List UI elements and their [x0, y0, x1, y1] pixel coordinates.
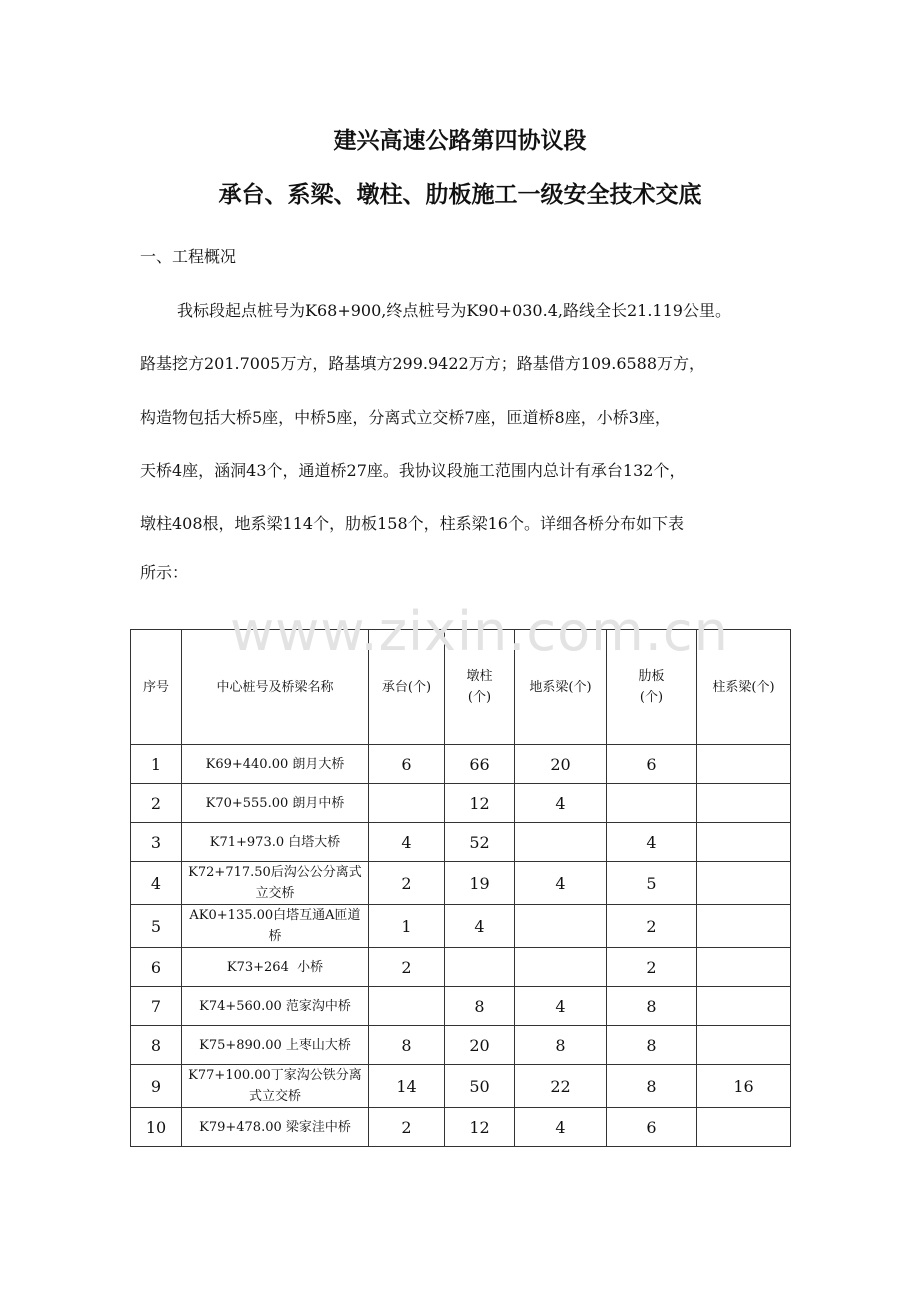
table-row — [131, 1108, 791, 1147]
table-row — [131, 745, 791, 784]
table-row — [131, 905, 791, 948]
cell-no: 2 — [131, 784, 182, 823]
cell-name: K77+100.00丁家沟公铁分离式立交桥 — [182, 1065, 369, 1108]
table-row — [131, 823, 791, 862]
paragraph-line: 墩柱408根，地系梁114个，肋板158个，柱系梁16个。详细各桥分布如下表 — [140, 514, 684, 533]
cell-column-beam — [697, 987, 791, 1026]
cell-no: 10 — [131, 1108, 182, 1147]
cell-cap: 6 — [369, 745, 445, 784]
cell-rib: 2 — [607, 905, 697, 948]
cell-cap: 1 — [369, 905, 445, 948]
cell-no: 3 — [131, 823, 182, 862]
table-row — [131, 948, 791, 987]
cell-column-beam — [697, 862, 791, 905]
cell-ground-beam: 22 — [515, 1065, 607, 1108]
cell-pier: 50 — [445, 1065, 515, 1108]
cell-no: 1 — [131, 745, 182, 784]
cell-ground-beam: 8 — [515, 1026, 607, 1065]
cell-pier: 8 — [445, 987, 515, 1026]
paragraph-line: 所示： — [140, 563, 189, 582]
cell-ground-beam: 20 — [515, 745, 607, 784]
table-row — [131, 1026, 791, 1065]
cell-name: K71+973.0 白塔大桥 — [182, 823, 369, 862]
paragraph-line: 构造物包括大桥5座，中桥5座，分离式立交桥7座，匝道桥8座，小桥3座， — [140, 408, 671, 427]
cell-ground-beam: 4 — [515, 1108, 607, 1147]
cell-ground-beam: 4 — [515, 784, 607, 823]
cell-name: K79+478.00 梁家洼中桥 — [182, 1108, 369, 1147]
cell-ground-beam — [515, 823, 607, 862]
cell-column-beam — [697, 1026, 791, 1065]
cell-ground-beam — [515, 948, 607, 987]
cell-no: 8 — [131, 1026, 182, 1065]
cell-cap: 2 — [369, 862, 445, 905]
bridge-distribution-table — [130, 629, 791, 1147]
cell-name: K69+440.00 朗月大桥 — [182, 745, 369, 784]
cell-pier: 12 — [445, 784, 515, 823]
cell-rib: 5 — [607, 862, 697, 905]
cell-name: K75+890.00 上枣山大桥 — [182, 1026, 369, 1065]
header-no: 序号 — [131, 630, 182, 745]
cell-column-beam — [697, 823, 791, 862]
table-row — [131, 1065, 791, 1108]
document-title-line1: 建兴高速公路第四协议段 — [333, 128, 587, 154]
header-rib: 肋板(个) — [607, 630, 697, 745]
header-cap: 承台(个) — [369, 630, 445, 745]
cell-pier: 66 — [445, 745, 515, 784]
paragraph-line: 路基挖方201.7005万方，路基填方299.9422万方；路基借方109.6588万方， — [140, 354, 706, 373]
document-title-line2: 承台、系梁、墩柱、肋板施工一级安全技术交底 — [218, 182, 702, 208]
cell-column-beam — [697, 745, 791, 784]
watermark: www.zixin.com.cn — [230, 600, 729, 663]
cell-column-beam — [697, 905, 791, 948]
cell-pier: 4 — [445, 905, 515, 948]
cell-rib: 4 — [607, 823, 697, 862]
cell-no: 7 — [131, 987, 182, 1026]
section-heading: 一、工程概况 — [140, 247, 237, 266]
cell-no: 4 — [131, 862, 182, 905]
cell-rib: 8 — [607, 1065, 697, 1108]
cell-pier: 12 — [445, 1108, 515, 1147]
cell-cap: 4 — [369, 823, 445, 862]
table-header-row — [131, 630, 791, 745]
cell-name: K72+717.50后沟公公分离式立交桥 — [182, 862, 369, 905]
header-column-beam: 柱系梁(个) — [697, 630, 791, 745]
cell-cap: 14 — [369, 1065, 445, 1108]
cell-rib: 2 — [607, 948, 697, 987]
cell-cap: 8 — [369, 1026, 445, 1065]
cell-ground-beam — [515, 905, 607, 948]
header-name: 中心桩号及桥梁名称 — [182, 630, 369, 745]
cell-no: 6 — [131, 948, 182, 987]
cell-column-beam — [697, 784, 791, 823]
cell-cap — [369, 987, 445, 1026]
header-pier: 墩柱(个) — [445, 630, 515, 745]
cell-rib: 6 — [607, 1108, 697, 1147]
cell-name: K70+555.00 朗月中桥 — [182, 784, 369, 823]
cell-pier — [445, 948, 515, 987]
cell-rib — [607, 784, 697, 823]
cell-no: 5 — [131, 905, 182, 948]
table-row — [131, 784, 791, 823]
cell-no: 9 — [131, 1065, 182, 1108]
paragraph-line: 天桥4座，涵洞43个，通道桥27座。我协议段施工范围内总计有承台132个， — [140, 461, 686, 480]
cell-cap: 2 — [369, 1108, 445, 1147]
header-ground-beam: 地系梁(个) — [515, 630, 607, 745]
cell-column-beam: 16 — [697, 1065, 791, 1108]
cell-pier: 19 — [445, 862, 515, 905]
cell-name: K74+560.00 范家沟中桥 — [182, 987, 369, 1026]
table-row — [131, 987, 791, 1026]
cell-pier: 20 — [445, 1026, 515, 1065]
cell-ground-beam: 4 — [515, 987, 607, 1026]
cell-name: K73+264 小桥 — [182, 948, 369, 987]
cell-name: AK0+135.00白塔互通A匝道桥 — [182, 905, 369, 948]
cell-cap: 2 — [369, 948, 445, 987]
cell-ground-beam: 4 — [515, 862, 607, 905]
paragraph-line: 我标段起点桩号为K68+900,终点桩号为K90+030.4,路线全长21.119公里。 — [177, 301, 731, 320]
cell-rib: 8 — [607, 987, 697, 1026]
cell-column-beam — [697, 1108, 791, 1147]
cell-cap — [369, 784, 445, 823]
cell-column-beam — [697, 948, 791, 987]
cell-pier: 52 — [445, 823, 515, 862]
cell-rib: 6 — [607, 745, 697, 784]
table-row — [131, 862, 791, 905]
cell-rib: 8 — [607, 1026, 697, 1065]
